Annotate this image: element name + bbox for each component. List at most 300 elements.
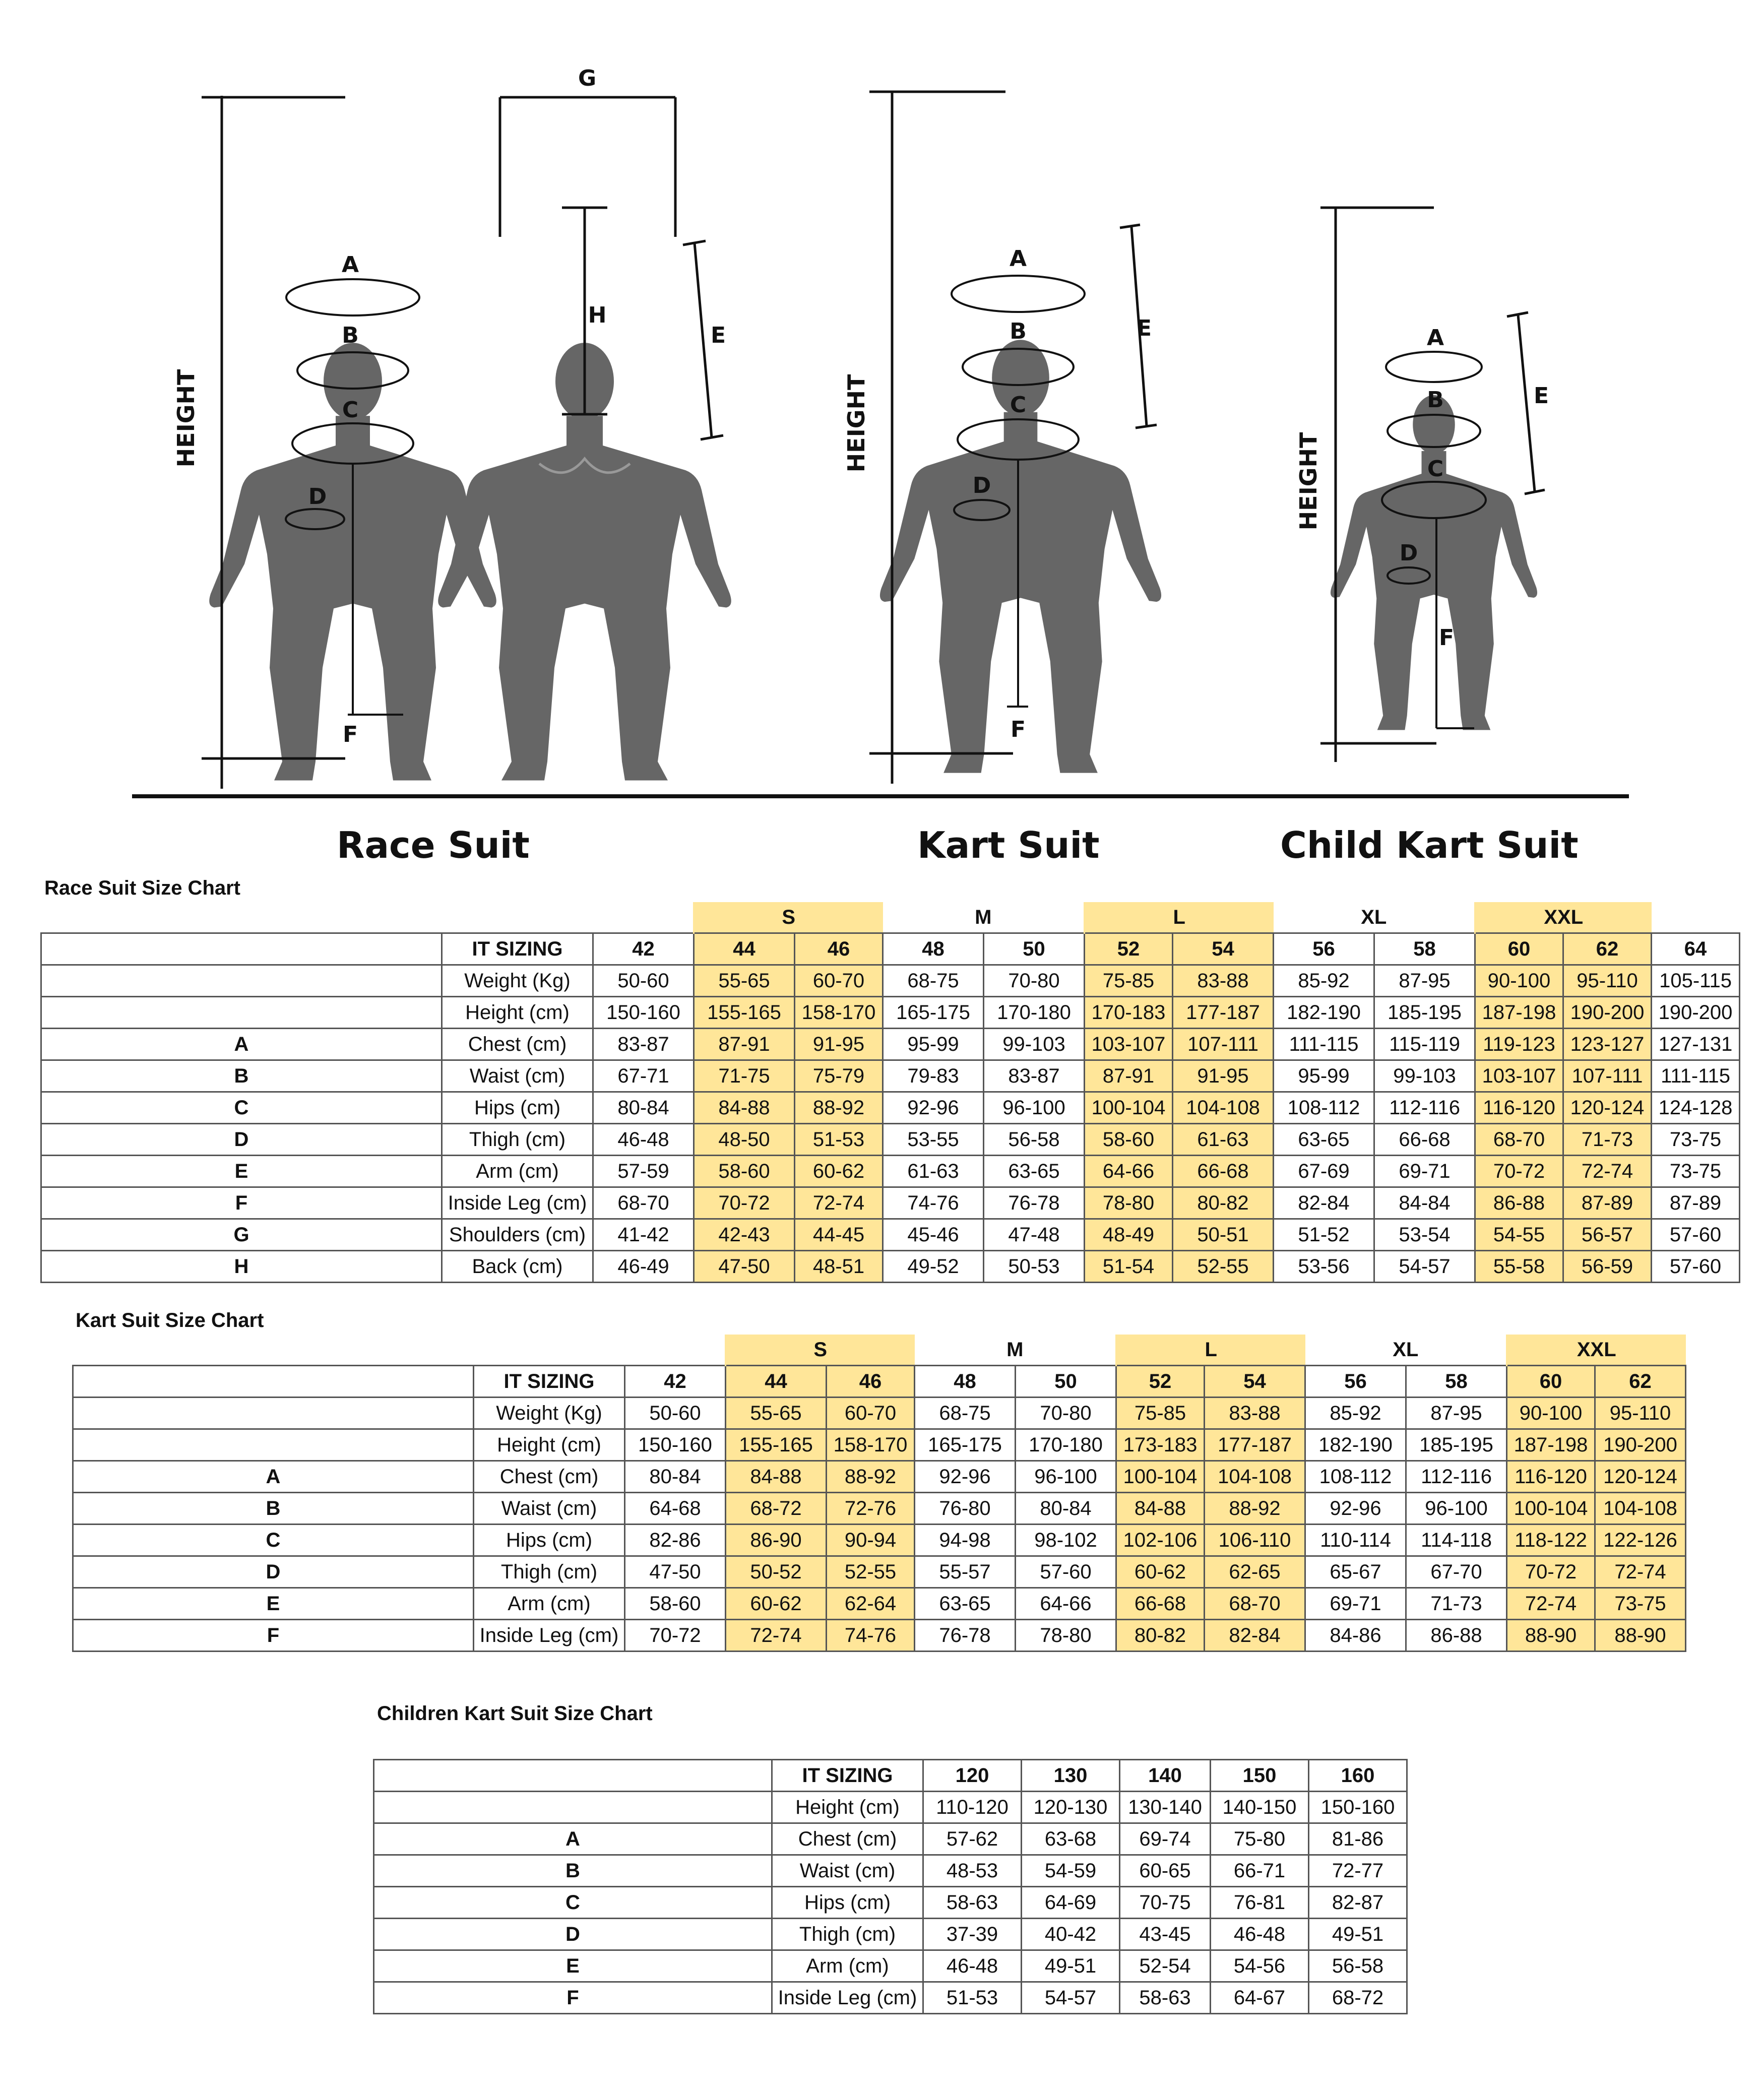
kart-cell: 100-104 <box>1116 1461 1205 1493</box>
race-cell: 78-80 <box>1085 1187 1173 1219</box>
race-cell: 55-58 <box>1475 1251 1563 1283</box>
child-cell: 64-69 <box>1022 1887 1120 1919</box>
kart-cell: 102-106 <box>1116 1525 1205 1556</box>
child-header-size: 130 <box>1022 1760 1120 1792</box>
kart-cell: 94-98 <box>915 1525 1016 1556</box>
child-header-size: 120 <box>923 1760 1022 1792</box>
race-cell: 182-190 <box>1274 997 1374 1029</box>
kart-cell: 75-85 <box>1116 1398 1205 1429</box>
race-group-row <box>41 902 1740 933</box>
race-cell: 48-50 <box>694 1124 795 1156</box>
race-cell: 55-65 <box>694 965 795 997</box>
kart-cell: 80-84 <box>625 1461 726 1493</box>
kart-row-letter: E <box>73 1588 474 1620</box>
child-row <box>374 1950 1407 1982</box>
kart-row-label: Height (cm) <box>474 1429 625 1461</box>
race-row <box>41 1060 1740 1092</box>
child-row <box>374 1855 1407 1887</box>
kart-cell: 116-120 <box>1507 1461 1595 1493</box>
child-cell: 54-59 <box>1022 1855 1120 1887</box>
child-cell: 49-51 <box>1309 1919 1407 1950</box>
race-cell: 115-119 <box>1374 1029 1475 1060</box>
kart-cell: 182-190 <box>1305 1429 1406 1461</box>
child-row-letter: E <box>374 1950 772 1982</box>
kart-cell: 66-68 <box>1116 1588 1205 1620</box>
kart-cell: 84-88 <box>1116 1493 1205 1525</box>
race-cell: 70-72 <box>694 1187 795 1219</box>
race-cell: 70-72 <box>1475 1156 1563 1187</box>
race-cell: 56-58 <box>984 1124 1085 1156</box>
kart-cell: 55-57 <box>915 1556 1016 1588</box>
race-cell: 190-200 <box>1563 997 1652 1029</box>
race-cell: 111-115 <box>1274 1029 1374 1060</box>
race-row <box>41 965 1740 997</box>
race-cell: 91-95 <box>1173 1060 1274 1092</box>
child-cell: 130-140 <box>1120 1792 1211 1823</box>
child-row <box>374 1919 1407 1950</box>
race-header-size: 50 <box>984 933 1085 965</box>
kart-cell: 84-88 <box>726 1461 827 1493</box>
child-row-letter: A <box>374 1823 772 1855</box>
kart-cell: 64-66 <box>1016 1588 1116 1620</box>
kart-label-e: E <box>1136 315 1152 341</box>
child-row-letter <box>374 1792 772 1823</box>
child-cell: 81-86 <box>1309 1823 1407 1855</box>
kart-cell: 114-118 <box>1406 1525 1507 1556</box>
kart-row <box>73 1398 1686 1429</box>
child-label-b: B <box>1427 387 1444 413</box>
kart-row <box>73 1556 1686 1588</box>
race-cell: 116-120 <box>1475 1092 1563 1124</box>
race-row-label: Height (cm) <box>442 997 593 1029</box>
race-header-size: 60 <box>1475 933 1563 965</box>
kart-row-letter <box>73 1429 474 1461</box>
kart-label-a: A <box>1009 246 1027 272</box>
kart-cell: 108-112 <box>1305 1461 1406 1493</box>
kart-group-row <box>73 1335 1686 1366</box>
kart-cell: 100-104 <box>1507 1493 1595 1525</box>
race-row <box>41 1092 1740 1124</box>
race-label-b: B <box>342 323 359 348</box>
child-cell: 120-130 <box>1022 1792 1120 1823</box>
kart-cell: 72-74 <box>726 1620 827 1652</box>
race-cell: 83-87 <box>984 1060 1085 1092</box>
child-cell: 54-57 <box>1022 1982 1120 2014</box>
child-row <box>374 1792 1407 1823</box>
race-group-m: M <box>975 906 992 928</box>
race-label-g: G <box>578 66 597 91</box>
race-cell: 75-85 <box>1085 965 1173 997</box>
race-label-f: F <box>342 722 358 747</box>
child-label-f: F <box>1438 625 1455 651</box>
race-cell: 83-87 <box>593 1029 694 1060</box>
kart-cell: 88-92 <box>1205 1493 1305 1525</box>
child-cell: 37-39 <box>923 1919 1022 1950</box>
race-row-label: Back (cm) <box>442 1251 593 1283</box>
race-cell: 54-55 <box>1475 1219 1563 1251</box>
race-cell: 99-103 <box>984 1029 1085 1060</box>
race-group-l: L <box>1085 902 1274 933</box>
kart-cell: 68-75 <box>915 1398 1016 1429</box>
race-row-letter: G <box>41 1219 442 1251</box>
kart-cell: 122-126 <box>1595 1525 1686 1556</box>
kart-cell: 88-92 <box>827 1461 915 1493</box>
kart-cell: 63-65 <box>915 1588 1016 1620</box>
race-cell: 54-57 <box>1374 1251 1475 1283</box>
kart-cell: 155-165 <box>726 1429 827 1461</box>
race-header-size: 64 <box>1652 933 1740 965</box>
child-cell: 48-53 <box>923 1855 1022 1887</box>
race-row-letter <box>41 997 442 1029</box>
race-cell: 90-100 <box>1475 965 1563 997</box>
race-cell: 42-43 <box>694 1219 795 1251</box>
child-label-e: E <box>1533 383 1549 409</box>
child-cell: 68-72 <box>1309 1982 1407 2014</box>
race-cell: 95-99 <box>883 1029 984 1060</box>
kart-cell: 76-80 <box>915 1493 1016 1525</box>
race-cell: 127-131 <box>1652 1029 1740 1060</box>
race-cell: 60-70 <box>795 965 883 997</box>
race-cell: 67-71 <box>593 1060 694 1092</box>
race-cell: 61-63 <box>883 1156 984 1187</box>
race-cell: 57-60 <box>1652 1219 1740 1251</box>
kart-header-size: 42 <box>625 1366 726 1398</box>
race-cell: 63-65 <box>984 1156 1085 1187</box>
race-cell: 170-183 <box>1085 997 1173 1029</box>
race-group-xl: XL <box>1361 906 1387 928</box>
race-cell: 67-69 <box>1274 1156 1374 1187</box>
kart-cell: 106-110 <box>1205 1525 1305 1556</box>
kart-height-label: HEIGHT <box>843 374 870 473</box>
kart-cell: 70-72 <box>1507 1556 1595 1588</box>
race-cell: 80-82 <box>1173 1187 1274 1219</box>
race-cell: 47-50 <box>694 1251 795 1283</box>
race-cell: 72-74 <box>795 1187 883 1219</box>
kart-cell: 112-116 <box>1406 1461 1507 1493</box>
child-cell: 58-63 <box>1120 1982 1211 2014</box>
race-header-size: 58 <box>1374 933 1475 965</box>
race-cell: 187-198 <box>1475 997 1563 1029</box>
kart-header-size: 48 <box>915 1366 1016 1398</box>
child-cell: 51-53 <box>923 1982 1022 2014</box>
child-cell: 60-65 <box>1120 1855 1211 1887</box>
race-cell: 107-111 <box>1563 1060 1652 1092</box>
race-group-xxl: XXL <box>1475 902 1652 933</box>
race-cell: 83-88 <box>1173 965 1274 997</box>
kart-cell: 90-100 <box>1507 1398 1595 1429</box>
kart-cell: 50-60 <box>625 1398 726 1429</box>
child-label-a: A <box>1426 325 1444 351</box>
kart-cell: 98-102 <box>1016 1525 1116 1556</box>
race-cell: 170-180 <box>984 997 1085 1029</box>
kart-header-it-sizing: IT SIZING <box>474 1366 625 1398</box>
race-label-h: H <box>588 302 607 328</box>
kart-cell: 170-180 <box>1016 1429 1116 1461</box>
kart-cell: 96-100 <box>1016 1461 1116 1493</box>
race-cell: 46-48 <box>593 1124 694 1156</box>
race-cell: 84-84 <box>1374 1187 1475 1219</box>
race-cell: 87-89 <box>1563 1187 1652 1219</box>
kart-cell: 177-187 <box>1205 1429 1305 1461</box>
race-row <box>41 1219 1740 1251</box>
race-cell: 56-59 <box>1563 1251 1652 1283</box>
child-cell: 82-87 <box>1309 1887 1407 1919</box>
kart-cell: 60-70 <box>827 1398 915 1429</box>
child-cell: 69-74 <box>1120 1823 1211 1855</box>
kart-cell: 68-70 <box>1205 1588 1305 1620</box>
race-cell: 66-68 <box>1374 1124 1475 1156</box>
kart-cell: 72-76 <box>827 1493 915 1525</box>
child-cell: 75-80 <box>1211 1823 1309 1855</box>
child-row-letter: C <box>374 1887 772 1919</box>
race-cell: 107-111 <box>1173 1029 1274 1060</box>
race-cell: 44-45 <box>795 1219 883 1251</box>
kart-row <box>73 1461 1686 1493</box>
race-cell: 57-60 <box>1652 1251 1740 1283</box>
race-cell: 76-78 <box>984 1187 1085 1219</box>
race-cell: 74-76 <box>883 1187 984 1219</box>
child-row <box>374 1982 1407 2014</box>
child-cell: 49-51 <box>1022 1950 1120 1982</box>
race-cell: 120-124 <box>1563 1092 1652 1124</box>
kart-row-letter: F <box>73 1620 474 1652</box>
kart-group-xl: XL <box>1393 1338 1419 1361</box>
kart-cell: 52-55 <box>827 1556 915 1588</box>
kart-row-label: Arm (cm) <box>474 1588 625 1620</box>
race-header-size: 44 <box>694 933 795 965</box>
race-cell: 112-116 <box>1374 1092 1475 1124</box>
kart-cell: 85-92 <box>1305 1398 1406 1429</box>
race-cell: 79-83 <box>883 1060 984 1092</box>
race-header-size: 48 <box>883 933 984 965</box>
race-cell: 49-52 <box>883 1251 984 1283</box>
race-row-label: Arm (cm) <box>442 1156 593 1187</box>
race-cell: 66-68 <box>1173 1156 1274 1187</box>
child-header-size: 160 <box>1309 1760 1407 1792</box>
race-cell: 155-165 <box>694 997 795 1029</box>
child-chart-title: Children Kart Suit Size Chart <box>377 1702 653 1725</box>
kart-cell: 88-90 <box>1595 1620 1686 1652</box>
race-cell: 104-108 <box>1173 1092 1274 1124</box>
kart-cell: 86-90 <box>726 1525 827 1556</box>
child-row-label: Chest (cm) <box>772 1823 923 1855</box>
child-height-label: HEIGHT <box>1295 432 1322 531</box>
kart-cell: 80-84 <box>1016 1493 1116 1525</box>
child-silhouette <box>1331 395 1537 730</box>
race-cell: 150-160 <box>593 997 694 1029</box>
child-cell: 70-75 <box>1120 1887 1211 1919</box>
kart-row <box>73 1588 1686 1620</box>
child-row <box>374 1823 1407 1855</box>
kart-group-s: S <box>726 1335 915 1366</box>
race-cell: 177-187 <box>1173 997 1274 1029</box>
kart-table-body <box>73 1335 1686 1652</box>
child-header-row <box>374 1760 1407 1792</box>
kart-cell: 83-88 <box>1205 1398 1305 1429</box>
child-header-blank <box>374 1760 772 1792</box>
kart-header-size: 58 <box>1406 1366 1507 1398</box>
race-cell: 75-79 <box>795 1060 883 1092</box>
child-cell: 66-71 <box>1211 1855 1309 1887</box>
race-row <box>41 997 1740 1029</box>
kart-row-label: Inside Leg (cm) <box>474 1620 625 1652</box>
kart-cell: 73-75 <box>1595 1588 1686 1620</box>
kart-header-size: 52 <box>1116 1366 1205 1398</box>
kart-row-label: Waist (cm) <box>474 1493 625 1525</box>
race-cell: 48-49 <box>1085 1219 1173 1251</box>
race-cell: 91-95 <box>795 1029 883 1060</box>
race-label-e: E <box>710 323 726 348</box>
kart-cell: 82-86 <box>625 1525 726 1556</box>
child-row-letter: D <box>374 1919 772 1950</box>
kart-cell: 187-198 <box>1507 1429 1595 1461</box>
race-cell: 41-42 <box>593 1219 694 1251</box>
kart-cell: 88-90 <box>1507 1620 1595 1652</box>
kart-cell: 76-78 <box>915 1620 1016 1652</box>
kart-row-label: Hips (cm) <box>474 1525 625 1556</box>
kart-cell: 80-82 <box>1116 1620 1205 1652</box>
kart-cell: 104-108 <box>1205 1461 1305 1493</box>
kart-cell: 47-50 <box>625 1556 726 1588</box>
race-cell: 92-96 <box>883 1092 984 1124</box>
race-row-letter <box>41 965 442 997</box>
race-cell: 108-112 <box>1274 1092 1374 1124</box>
kart-cell: 55-65 <box>726 1398 827 1429</box>
kart-label-f: F <box>1010 717 1026 742</box>
kart-cell: 64-68 <box>625 1493 726 1525</box>
race-row-label: Chest (cm) <box>442 1029 593 1060</box>
child-cell: 46-48 <box>1211 1919 1309 1950</box>
race-cell: 158-170 <box>795 997 883 1029</box>
race-cell: 50-51 <box>1173 1219 1274 1251</box>
race-chart-title: Race Suit Size Chart <box>44 877 241 899</box>
kart-cell: 65-67 <box>1305 1556 1406 1588</box>
child-cell: 52-54 <box>1120 1950 1211 1982</box>
race-row-letter: H <box>41 1251 442 1283</box>
child-header-it-sizing: IT SIZING <box>772 1760 923 1792</box>
kart-cell: 90-94 <box>827 1525 915 1556</box>
race-cell: 73-75 <box>1652 1156 1740 1187</box>
race-cell: 52-55 <box>1173 1251 1274 1283</box>
race-row <box>41 1156 1740 1187</box>
child-cell: 63-68 <box>1022 1823 1120 1855</box>
child-row-letter: F <box>374 1982 772 2014</box>
race-row-label: Shoulders (cm) <box>442 1219 593 1251</box>
kart-cell: 173-183 <box>1116 1429 1205 1461</box>
race-cell: 82-84 <box>1274 1187 1374 1219</box>
race-row-letter: D <box>41 1124 442 1156</box>
kart-cell: 165-175 <box>915 1429 1016 1461</box>
kart-cell: 82-84 <box>1205 1620 1305 1652</box>
race-header-size: 62 <box>1563 933 1652 965</box>
race-cell: 87-95 <box>1374 965 1475 997</box>
race-header-it-sizing: IT SIZING <box>442 933 593 965</box>
race-cell: 124-128 <box>1652 1092 1740 1124</box>
race-cell: 87-91 <box>1085 1060 1173 1092</box>
race-cell: 119-123 <box>1475 1029 1563 1060</box>
race-cell: 51-54 <box>1085 1251 1173 1283</box>
child-cell: 56-58 <box>1309 1950 1407 1982</box>
race-row <box>41 1187 1740 1219</box>
child-row-label: Arm (cm) <box>772 1950 923 1982</box>
kart-cell: 87-95 <box>1406 1398 1507 1429</box>
race-height-label: HEIGHT <box>172 369 200 468</box>
race-cell: 103-107 <box>1085 1029 1173 1060</box>
race-cell: 53-54 <box>1374 1219 1475 1251</box>
race-cell: 71-75 <box>694 1060 795 1092</box>
kart-cell: 84-86 <box>1305 1620 1406 1652</box>
race-row-label: Weight (Kg) <box>442 965 593 997</box>
kart-cell: 67-70 <box>1406 1556 1507 1588</box>
race-cell: 46-49 <box>593 1251 694 1283</box>
race-cell: 95-99 <box>1274 1060 1374 1092</box>
race-label-d: D <box>308 484 327 510</box>
heading-child-kart-suit: Child Kart Suit <box>1280 824 1579 866</box>
kart-cell: 190-200 <box>1595 1429 1686 1461</box>
kart-row-letter: D <box>73 1556 474 1588</box>
child-row-label: Waist (cm) <box>772 1855 923 1887</box>
kart-cell: 70-80 <box>1016 1398 1116 1429</box>
race-row-letter: F <box>41 1187 442 1219</box>
child-cell: 140-150 <box>1211 1792 1309 1823</box>
kart-cell: 120-124 <box>1595 1461 1686 1493</box>
child-cell: 72-77 <box>1309 1855 1407 1887</box>
race-cell: 73-75 <box>1652 1124 1740 1156</box>
child-cell: 76-81 <box>1211 1887 1309 1919</box>
race-cell: 87-91 <box>694 1029 795 1060</box>
race-cell: 99-103 <box>1374 1060 1475 1092</box>
race-cell: 190-200 <box>1652 997 1740 1029</box>
kart-cell: 72-74 <box>1507 1588 1595 1620</box>
kart-cell: 118-122 <box>1507 1525 1595 1556</box>
race-row-letter: A <box>41 1029 442 1060</box>
kart-cell: 60-62 <box>726 1588 827 1620</box>
race-cell: 57-59 <box>593 1156 694 1187</box>
kart-cell: 78-80 <box>1016 1620 1116 1652</box>
race-row-letter: E <box>41 1156 442 1187</box>
kart-header-size: 46 <box>827 1366 915 1398</box>
kart-cell: 58-60 <box>625 1588 726 1620</box>
race-header-row <box>41 933 1740 965</box>
kart-cell: 74-76 <box>827 1620 915 1652</box>
race-label-a: A <box>341 252 359 278</box>
race-cell: 96-100 <box>984 1092 1085 1124</box>
kart-cell: 50-52 <box>726 1556 827 1588</box>
child-label-d: D <box>1399 540 1418 566</box>
kart-row-label: Chest (cm) <box>474 1461 625 1493</box>
race-cell: 50-60 <box>593 965 694 997</box>
race-cell: 123-127 <box>1563 1029 1652 1060</box>
kart-row <box>73 1620 1686 1652</box>
kart-row <box>73 1525 1686 1556</box>
kart-label-b: B <box>1010 319 1027 344</box>
kart-chart-title: Kart Suit Size Chart <box>76 1309 264 1331</box>
race-cell: 61-63 <box>1173 1124 1274 1156</box>
kart-cell: 158-170 <box>827 1429 915 1461</box>
kart-label-c: C <box>1010 392 1027 418</box>
kart-cell: 70-72 <box>625 1620 726 1652</box>
kart-cell: 62-64 <box>827 1588 915 1620</box>
kart-size-table <box>72 1335 1686 1652</box>
kart-cell: 72-74 <box>1595 1556 1686 1588</box>
race-row <box>41 1124 1740 1156</box>
race-cell: 100-104 <box>1085 1092 1173 1124</box>
race-cell: 85-92 <box>1274 965 1374 997</box>
kart-cell: 150-160 <box>625 1429 726 1461</box>
kart-cell: 92-96 <box>915 1461 1016 1493</box>
race-header-blank <box>41 933 442 965</box>
kart-cell: 110-114 <box>1305 1525 1406 1556</box>
